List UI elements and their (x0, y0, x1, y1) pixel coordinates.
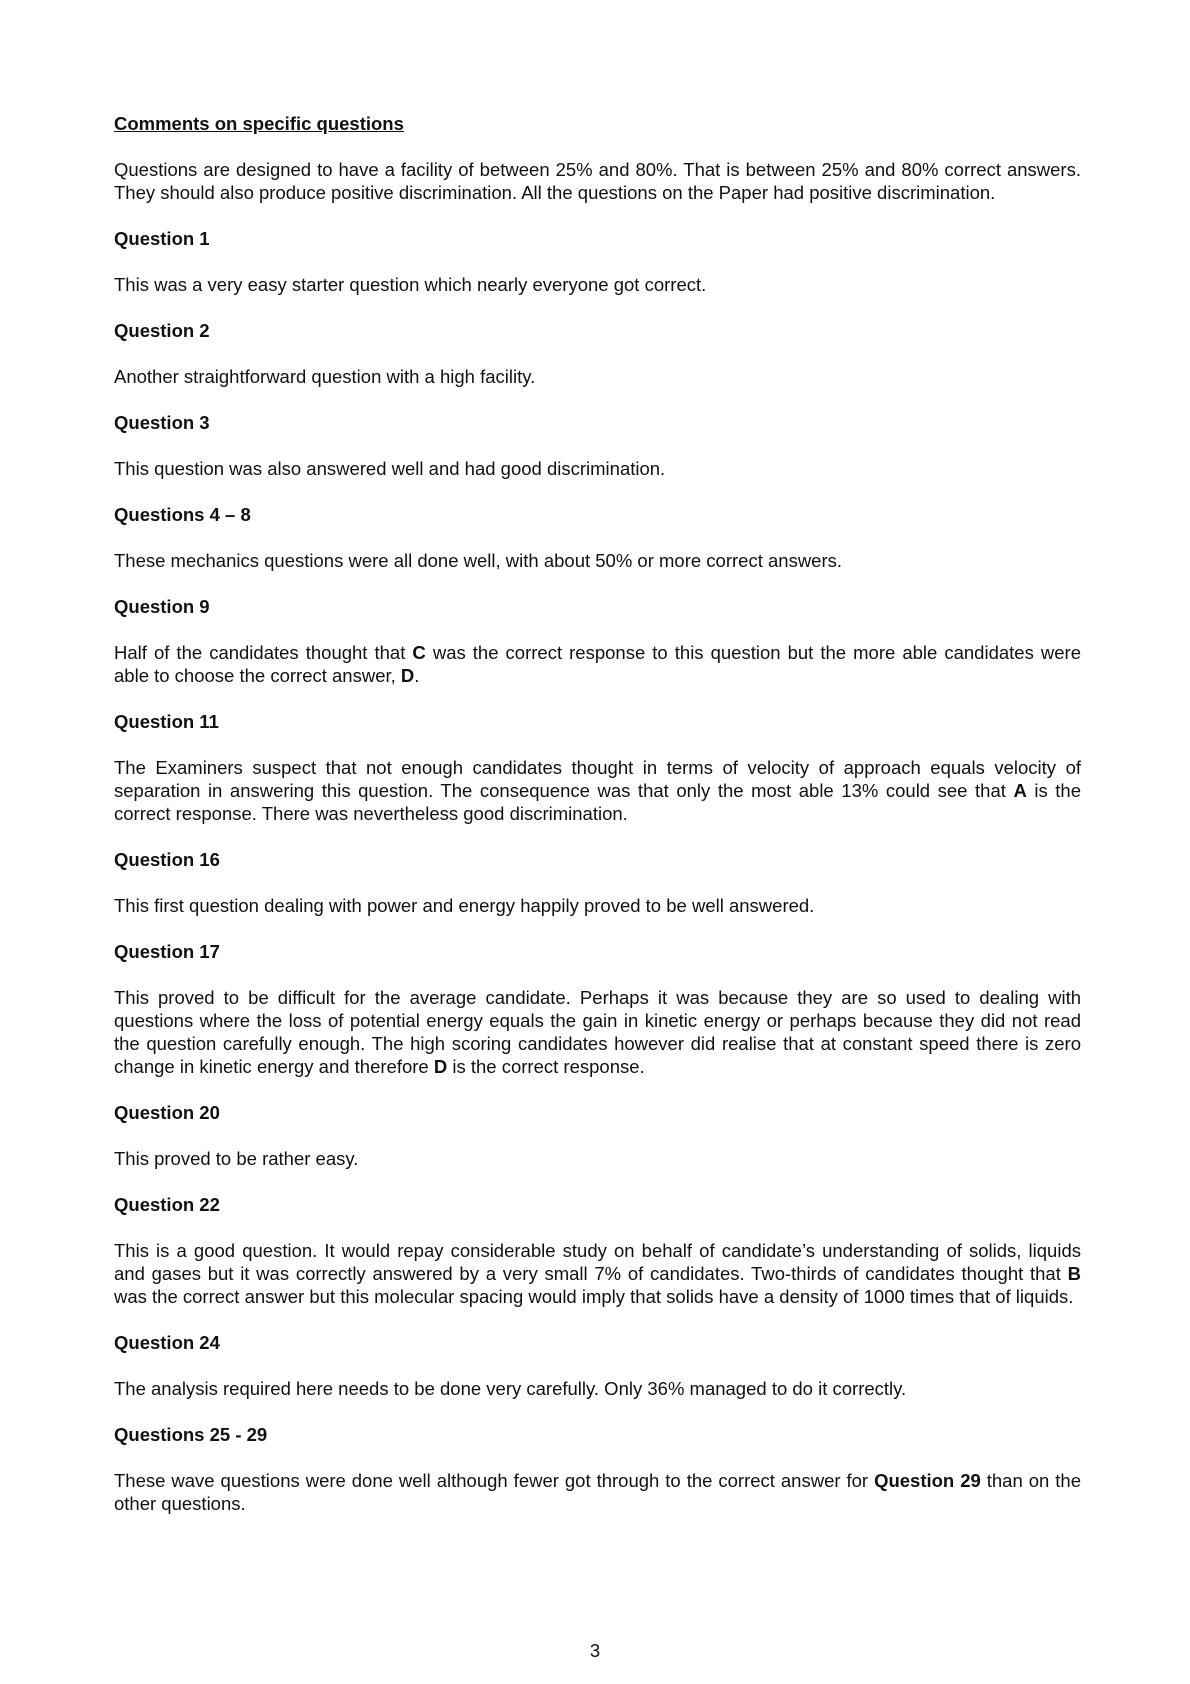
answer-emphasis: B (1067, 1263, 1081, 1284)
question-comment (114, 756, 1081, 825)
question-comment (114, 986, 1081, 1078)
comment-text: This question was also answered well and had good discrimination. (114, 458, 666, 479)
comment-text: This first question dealing with power and energy happily proved to be well answered. (114, 895, 815, 916)
comment-text: is the correct response. (447, 1056, 645, 1077)
document-body (114, 112, 1081, 1538)
question-comment (114, 549, 1081, 572)
intro-paragraph: Questions are designed to have a facility of between 25% and 80%. That is between 25% and 80% correct answers. They should also produce positive discrimination. All the questions on the Paper had positive discrimination. (114, 159, 1081, 203)
section-title: Comments on specific questions (114, 113, 404, 134)
question-heading: Question 2 (114, 320, 210, 341)
comment-text: This proved to be rather easy. (114, 1148, 359, 1169)
comment-text: is the correct response. There was nevertheless good discrimination. (114, 780, 1081, 824)
comment-text: This was a very easy starter question which nearly everyone got correct. (114, 274, 707, 295)
question-comment (114, 1147, 1081, 1170)
question-heading: Question 20 (114, 1102, 220, 1123)
comment-text: These mechanics questions were all done well, with about 50% or more correct answers. (114, 550, 843, 571)
answer-emphasis: D (400, 665, 415, 686)
answer-emphasis: C (412, 642, 426, 663)
answer-emphasis: Question 29 (874, 1470, 981, 1491)
question-comment (114, 894, 1081, 917)
question-heading: Question 9 (114, 596, 210, 617)
question-heading: Question 1 (114, 228, 210, 249)
question-heading: Question 11 (114, 711, 219, 732)
answer-emphasis: A (1013, 780, 1027, 801)
comment-text: Another straightforward question with a high facility. (114, 366, 536, 387)
question-heading: Questions 25 - 29 (114, 1424, 268, 1445)
question-comment (114, 273, 1081, 296)
comment-text: was the correct answer but this molecular spacing would imply that solids have a density of 1000 times that of liquids. (114, 1286, 1074, 1307)
question-heading: Question 24 (114, 1332, 220, 1353)
question-heading: Question 17 (114, 941, 220, 962)
comment-text: was the correct response to this question but the more able candidates were able to choose the correct answer, (114, 642, 1081, 686)
comment-text: than on the other questions. (114, 1470, 1081, 1514)
question-heading: Question 3 (114, 412, 210, 433)
comment-text: Half of the candidates thought that (114, 642, 413, 663)
questions-list (114, 227, 1081, 1515)
comment-text: This proved to be difficult for the average candidate. Perhaps it was because they are so used to dealing with questions where the loss of potential energy equals the gain in kinetic energy or perhaps because they did not read the question carefully enough. The high scoring candidates however did realise that at constant speed there is zero change in kinetic energy and therefore (114, 987, 1081, 1077)
question-comment (114, 1469, 1081, 1515)
question-heading: Question 16 (114, 849, 220, 870)
question-comment (114, 457, 1081, 480)
comment-text: The Examiners suspect that not enough candidates thought in terms of velocity of approach equals velocity of separation in answering this question. The consequence was that only the most able 13% could see that (114, 757, 1081, 801)
comment-text: This is a good question. It would repay considerable study on behalf of candidate’s understanding of solids, liquids and gases but it was correctly answered by a very small 7% of candidates. Two-thirds of candidates thought that (114, 1240, 1081, 1284)
question-heading: Questions 4 – 8 (114, 504, 251, 525)
question-heading: Question 22 (114, 1194, 220, 1215)
question-comment (114, 1239, 1081, 1308)
answer-emphasis: D (433, 1056, 448, 1077)
comment-text: The analysis required here needs to be done very carefully. Only 36% managed to do it correctly. (114, 1378, 907, 1399)
page-number: 3 (589, 1640, 601, 1661)
comment-text: . (414, 665, 420, 686)
question-comment (114, 1377, 1081, 1400)
question-comment (114, 365, 1081, 388)
comment-text: These wave questions were done well although fewer got through to the correct answer for (114, 1470, 875, 1491)
question-comment (114, 641, 1081, 687)
